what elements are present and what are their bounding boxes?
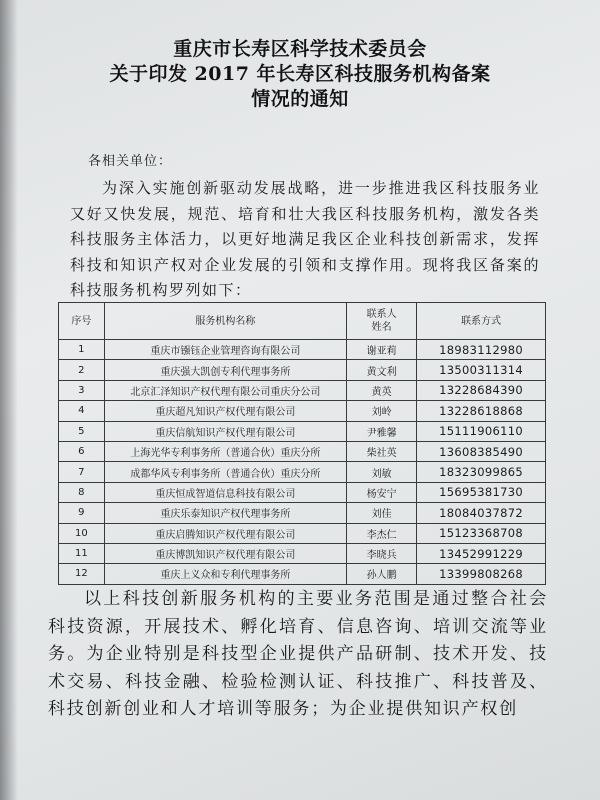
table-row	[59, 401, 546, 421]
row-contact: 黄英	[347, 380, 417, 400]
notice-title-line-3: 情况的通知	[251, 88, 349, 110]
row-no: 3	[59, 380, 105, 400]
table-row	[59, 421, 546, 441]
notice-title-line-1: 重庆市长寿区科学技术委员会	[173, 38, 427, 60]
table-header-row	[59, 303, 546, 340]
salutation: 各相关单位：	[88, 154, 173, 169]
notice-title-line-2: 关于印发 2017 年长寿区科技服务机构备案	[109, 63, 491, 85]
row-no: 2	[59, 360, 105, 380]
row-agency-name: 重庆上义众和专利代理事务所	[104, 564, 346, 584]
table-row	[59, 523, 546, 543]
header-contact-line-1: 联系人	[366, 309, 397, 320]
header-contact	[347, 303, 417, 340]
row-contact: 李杰仁	[347, 523, 417, 543]
row-agency-name: 重庆强大凯创专利代理事务所	[104, 360, 346, 380]
row-phone: 15695381730	[417, 482, 546, 502]
row-contact: 刘岭	[347, 401, 417, 421]
row-phone: 15123368708	[417, 523, 546, 543]
row-phone: 13228684390	[417, 380, 546, 400]
table-row	[59, 543, 546, 563]
row-phone: 18323099865	[417, 462, 546, 482]
row-contact: 杨安宁	[347, 482, 417, 502]
row-no: 8	[59, 482, 105, 502]
table-row	[59, 503, 546, 523]
closing-paragraph: 以上科技创新服务机构的主要业务范围是通过整合社会科技资源，开展技术、孵化培育、信息咨询、培训交流等业务。为企业特别是科技型企业提供产品研制、技术开发、技术交易、科技金融、检验检测认证、科技推广、科技普及、科技创新创业和人才培训等服务；为企业提供知识产权创	[48, 589, 548, 719]
row-contact: 尹雅馨	[347, 421, 417, 441]
table-row	[59, 380, 546, 400]
table-row	[59, 564, 546, 584]
row-no: 12	[59, 564, 105, 584]
row-contact: 李晓兵	[347, 543, 417, 563]
row-contact: 黄文利	[347, 360, 417, 380]
row-phone: 13500311314	[417, 360, 546, 380]
row-phone: 13228618868	[417, 401, 546, 421]
row-no: 6	[59, 441, 105, 461]
row-phone: 18983112980	[417, 340, 546, 360]
page-edge-shadow	[0, 0, 18, 800]
table-row	[59, 340, 546, 360]
row-phone: 18084037872	[417, 503, 546, 523]
agency-table	[58, 302, 546, 585]
row-agency-name: 重庆超凡知识产权代理有限公司	[104, 401, 346, 421]
row-no: 1	[59, 340, 105, 360]
header-name: 服务机构名称	[104, 303, 346, 340]
table-row	[59, 462, 546, 482]
row-agency-name: 北京汇泽知识产权代理有限公司重庆分公司	[104, 380, 346, 400]
header-no: 序号	[59, 303, 105, 340]
row-agency-name: 重庆启腾知识产权代理有限公司	[104, 523, 346, 543]
row-agency-name: 重庆恒成智道信息科技有限公司	[104, 482, 346, 502]
table-row	[59, 482, 546, 502]
intro-paragraph: 为深入实施创新驱动发展战略，进一步推进我区科技服务业又好又快发展，规范、培育和壮大我区科技服务机构，激发各类科技服务主体活力，以更好地满足我区企业科技创新需求，发挥科技和知识产权对企业发展的引领和支撑作用。现将我区备案的科技服务机构罗列如下：	[70, 179, 540, 299]
row-no: 7	[59, 462, 105, 482]
table-row	[59, 441, 546, 461]
row-contact: 谢亚莉	[347, 340, 417, 360]
row-phone: 15111906110	[417, 421, 546, 441]
row-agency-name: 重庆乐泰知识产权代理事务所	[104, 503, 346, 523]
row-contact: 刘敏	[347, 462, 417, 482]
row-agency-name: 上海光华专利事务所（普通合伙）重庆分所	[104, 441, 346, 461]
row-agency-name: 重庆市镪钰企业管理咨询有限公司	[104, 340, 346, 360]
row-contact: 柴社英	[347, 441, 417, 461]
row-no: 10	[59, 523, 105, 543]
header-contact-line-2: 姓名	[371, 322, 392, 333]
header-phone: 联系方式	[417, 303, 546, 340]
row-no: 9	[59, 503, 105, 523]
row-phone: 13608385490	[417, 441, 546, 461]
row-contact: 刘佳	[347, 503, 417, 523]
row-no: 11	[59, 543, 105, 563]
row-no: 5	[59, 421, 105, 441]
row-phone: 13399808268	[417, 564, 546, 584]
row-agency-name: 成都华风专利事务所（普通合伙）重庆分所	[104, 462, 346, 482]
row-contact: 孙人鹏	[347, 564, 417, 584]
row-no: 4	[59, 401, 105, 421]
row-phone: 13452991229	[417, 543, 546, 563]
row-agency-name: 重庆博凯知识产权代理有限公司	[104, 543, 346, 563]
table-row	[59, 360, 546, 380]
row-agency-name: 重庆信航知识产权代理有限公司	[104, 421, 346, 441]
